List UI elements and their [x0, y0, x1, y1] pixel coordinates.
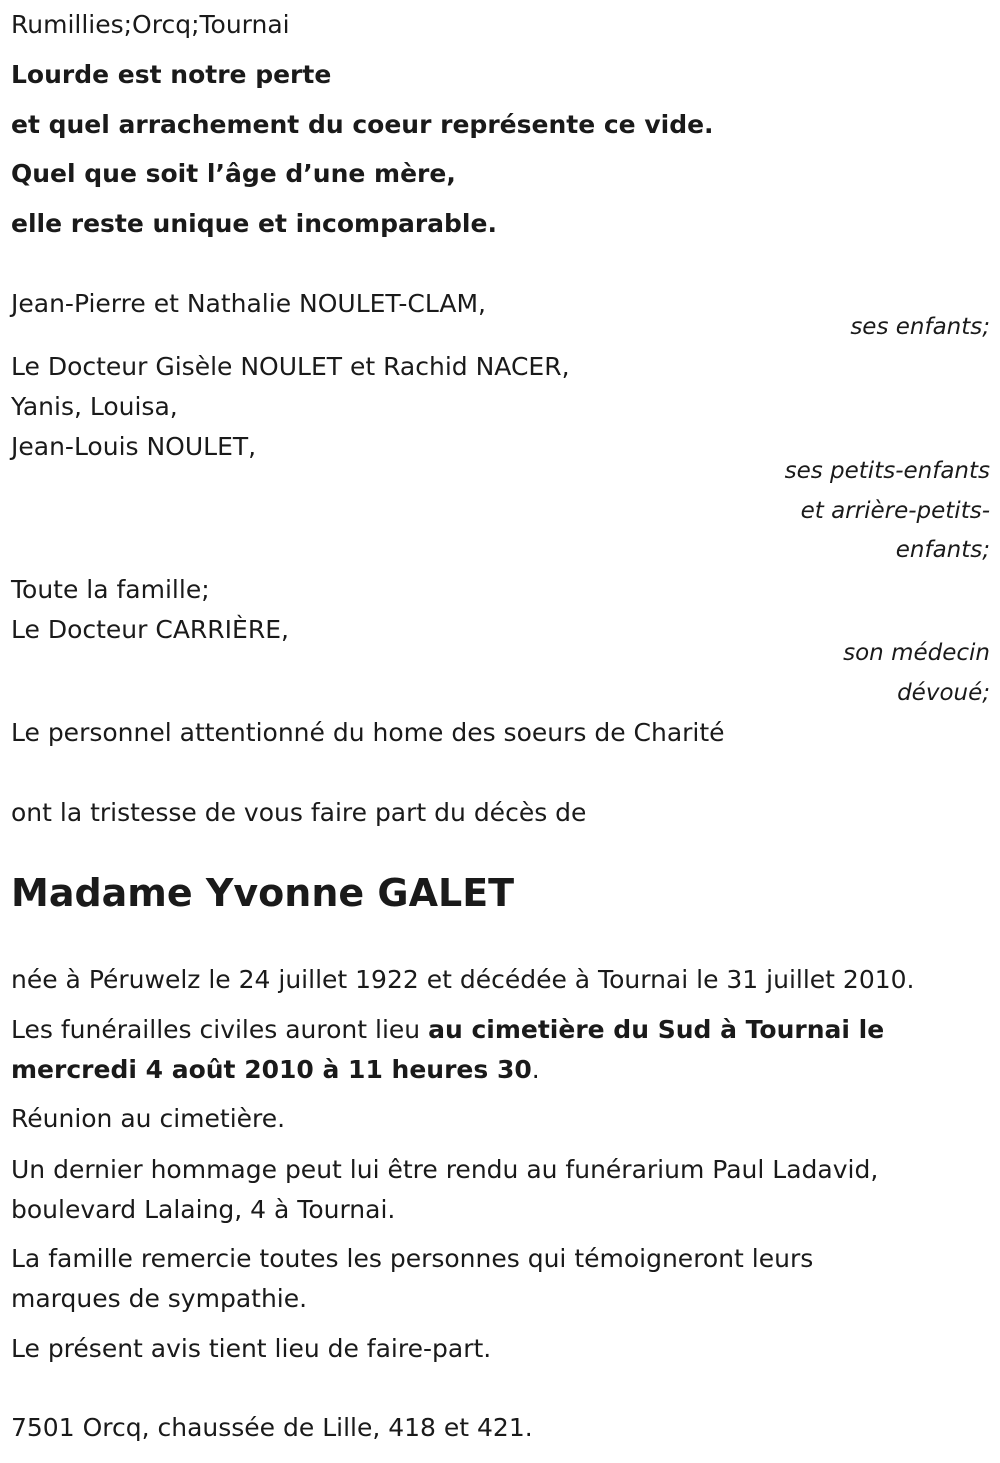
family-all: Toute la famille;	[11, 575, 210, 604]
thanks-line-1: La famille remercie toutes les personnes qui témoigneront leurs	[11, 1244, 814, 1273]
poem-line-4: elle reste unique et incomparable.	[11, 209, 497, 238]
doctor-role-1: son médecin	[843, 640, 990, 666]
funeral-place: au cimetière du Sud à Tournai le	[428, 1015, 885, 1044]
reunion-line: Réunion au cimetière.	[11, 1104, 286, 1133]
hommage-line-1: Un dernier hommage peut lui être rendu au funérarium Paul Ladavid,	[11, 1155, 879, 1184]
funeral-datetime: mercredi 4 août 2010 à 11 heures 30	[11, 1055, 532, 1084]
poem-line-1: Lourde est notre perte	[11, 60, 332, 89]
notice-line: Le présent avis tient lieu de faire-part.	[11, 1334, 492, 1363]
address-line: 7501 Orcq, chaussée de Lille, 418 et 421.	[11, 1413, 533, 1442]
funeral-line-2	[11, 1050, 540, 1090]
doctor-role-2: dévoué;	[897, 680, 990, 706]
dates-line: née à Péruwelz le 24 juillet 1922 et décédée à Tournai le 31 juillet 2010.	[11, 965, 915, 994]
grandchildren-role-2: et arrière-petits-	[800, 498, 990, 524]
funeral-intro: Les funérailles civiles auront lieu	[11, 1015, 429, 1044]
children-role: ses enfants;	[850, 314, 990, 340]
announce-line: ont la tristesse de vous faire part du décès de	[11, 798, 587, 827]
deceased-name: Madame Yvonne GALET	[11, 871, 515, 915]
doctor-name: Le Docteur CARRIÈRE,	[11, 615, 289, 644]
grandchildren-line-2: Yanis, Louisa,	[11, 392, 178, 421]
grandchildren-role-3: enfants;	[895, 537, 990, 563]
funeral-end: .	[531, 1055, 540, 1084]
staff-line: Le personnel attentionné du home des soeurs de Charité	[11, 718, 725, 747]
grandchildren-line-1: Le Docteur Gisèle NOULET et Rachid NACER,	[11, 352, 570, 381]
children-names: Jean-Pierre et Nathalie NOULET-CLAM,	[11, 289, 486, 318]
grandchildren-line-3: Jean-Louis NOULET,	[11, 432, 257, 461]
poem-line-2: et quel arrachement du coeur représente ce vide.	[11, 110, 714, 139]
location-line: Rumillies;Orcq;Tournai	[11, 10, 290, 39]
thanks-line-2: marques de sympathie.	[11, 1284, 308, 1313]
funeral-line-1	[11, 1010, 884, 1050]
grandchildren-role-1: ses petits-enfants	[784, 458, 990, 484]
hommage-line-2: boulevard Lalaing, 4 à Tournai.	[11, 1195, 396, 1224]
poem-line-3: Quel que soit l’âge d’une mère,	[11, 159, 456, 188]
